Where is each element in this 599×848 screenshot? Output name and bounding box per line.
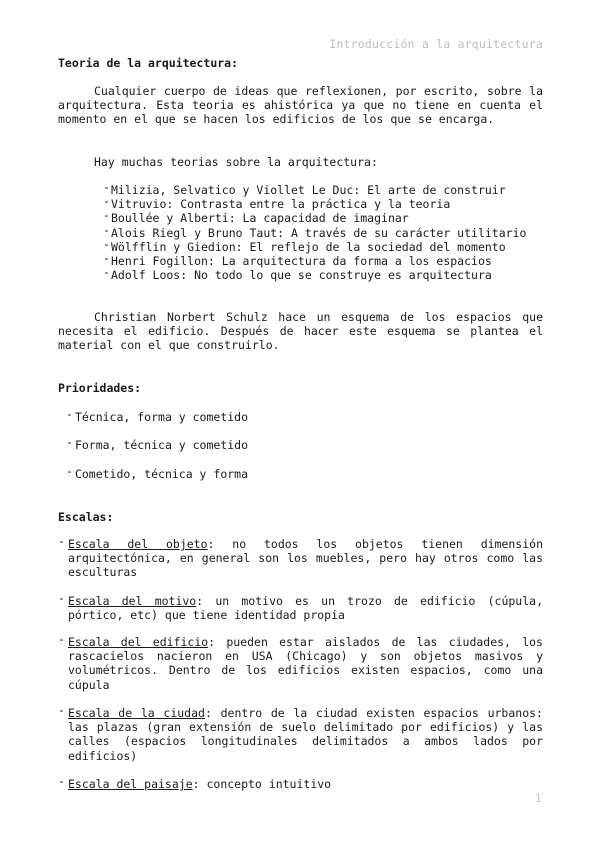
dash-bullet: - [66, 435, 73, 449]
priority-item: - Forma, técnica y cometido [66, 435, 249, 452]
scale-item-objeto: - Escala del objeto: no todos los objetos tienen dimensión arquitectónica, en general son los muebles, pero hay otros como las esculturas [58, 534, 544, 580]
scale-term: Escala del paisaje [68, 777, 193, 791]
dash-bullet: - [103, 265, 110, 280]
scale-term: Escala de la ciudad [68, 706, 205, 720]
list-item: - Boullée y Alberti: La capacidad de imaginar [103, 208, 409, 226]
dash-bullet: - [58, 632, 65, 646]
list-item: - Henri Fogillon: La arquitectura da forma a los espacios [103, 251, 492, 269]
page-number: 1 [535, 792, 542, 805]
dash-bullet: - [58, 703, 65, 717]
section-heading-escalas: Escalas: [58, 510, 114, 524]
list-item: - Milizia, Selvatico y Viollet Le Duc: El arte de construir [103, 180, 506, 197]
scale-item-paisaje: - Escala del paisaje: concepto intuitivo [58, 774, 332, 791]
scale-term: Escala del motivo [68, 594, 197, 608]
dash-bullet: - [58, 774, 65, 788]
dash-bullet: - [103, 208, 110, 223]
dash-bullet: - [103, 236, 110, 251]
scale-term: Escala del edificio [68, 635, 209, 649]
priority-item: - Técnica, forma y cometido [66, 407, 249, 424]
section-heading-prioridades: Prioridades: [58, 381, 142, 395]
dash-bullet: - [103, 251, 110, 266]
dash-bullet: - [58, 534, 65, 548]
list-item: - Adolf Loos: No todo lo que se construye es arquitectura [103, 265, 492, 283]
priority-item: - Cometido, técnica y forma [66, 464, 249, 481]
dash-bullet: - [58, 591, 65, 605]
scale-item-motivo: - Escala del motivo: un motivo es un trozo de edificio (cúpula, pórtico, etc) que tiene identidad propia [58, 591, 543, 623]
list-item: - Vitruvio: Contrasta entre la práctica y la teoria [103, 194, 451, 212]
paragraph-schulz: Christian Norbert Schulz hace un esquema de los espacios que necesita el edificio. Después de hacer este esquema se plantea el material con el que construirlo. [58, 310, 543, 353]
scale-item-edificio: - Escala del edificio: pueden estar aislados de las ciudades, los rascacielos nacieron en USA (Chicago) y son objetos masivos y volumétricos. Dentro de los edificios existen espacios, como una cúpula [58, 632, 543, 692]
dash-bullet: - [103, 222, 110, 237]
dash-bullet: - [103, 180, 110, 194]
theories-list [103, 180, 543, 283]
list-item: - Wölfflin y Giedion: El reflejo de la sociedad del momento [103, 236, 506, 254]
list-item: - Alois Riegl y Bruno Taut: A través de su carácter utilitario [103, 222, 527, 240]
running-header: Introducción a la arquitectura [329, 37, 543, 51]
paragraph-teorias-intro: Hay muchas teorias sobre la arquitectura: [94, 155, 378, 169]
scale-item-ciudad: - Escala de la ciudad: dentro de la ciudad existen espacios urbanos: las plazas (gran extensión de suelo delimitado por edificios) y las calles (espacios longitudinales delimitados a ambos lados por edificios) [58, 703, 543, 763]
dash-bullet: - [66, 464, 73, 478]
paragraph-teoria-definition: Cualquier cuerpo de ideas que reflexionen, por escrito, sobre la arquitectura. Esta teoria es ahistórica ya que no tiene en cuenta el momento en el que se hacen los edificios de los que se encarga. [58, 84, 543, 127]
dash-bullet: - [66, 407, 73, 421]
section-heading-teoria: Teoria de la arquitectura: [58, 56, 239, 70]
scale-term: Escala del objeto [68, 537, 208, 551]
dash-bullet: - [103, 194, 110, 209]
